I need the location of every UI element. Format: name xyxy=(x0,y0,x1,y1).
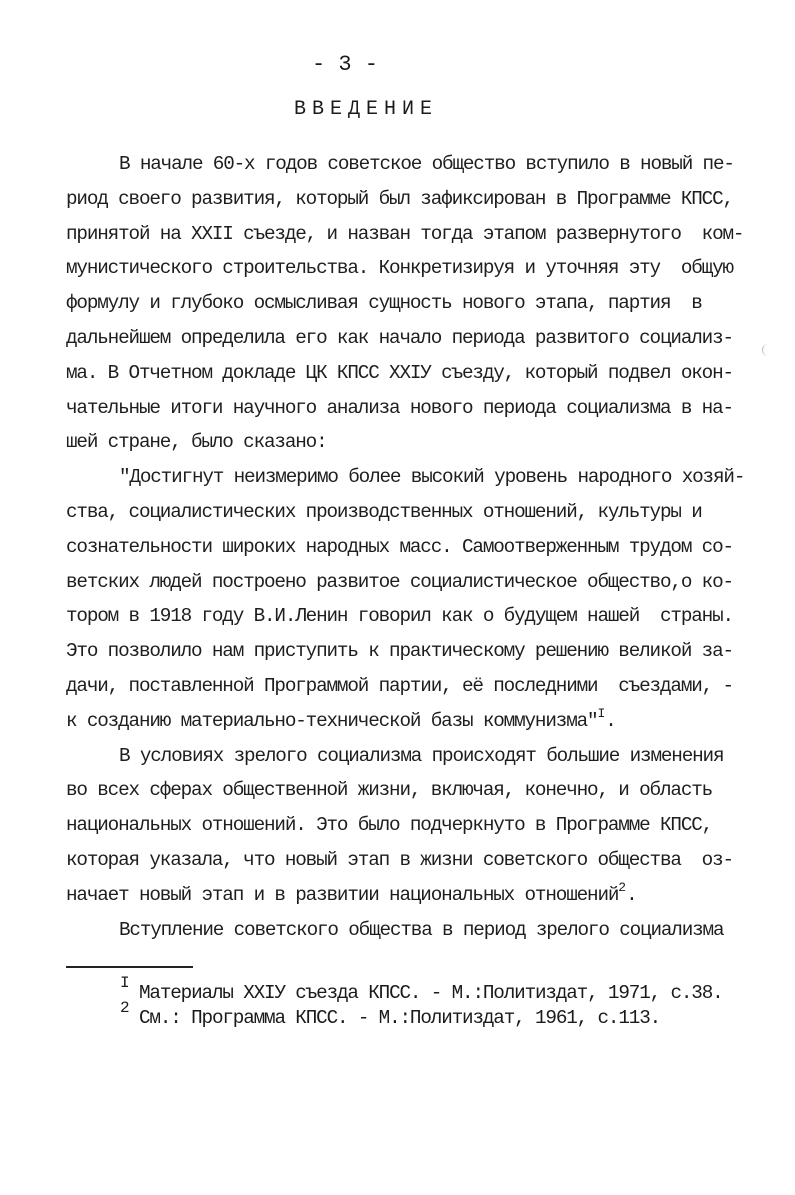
text-line: В условиях зрелого социализма происходят большие изменения xyxy=(119,745,724,767)
text-line: "Достигнут неизмеримо более высокий уровень народного хозяй- xyxy=(119,466,745,488)
text-line: ства, социалистических производственных отношений, культуры и xyxy=(66,501,702,523)
page-number: - 3 - xyxy=(311,52,378,77)
text-line: Это позволило нам приступить к практическому решению великой за- xyxy=(66,640,733,662)
footnote-mark: 2 xyxy=(120,999,130,1017)
text-line-with-ref xyxy=(66,706,616,735)
footnote-text: Материалы XXIУ съезда КПСС. - М.:Политиздат, 1971, с.38. xyxy=(139,982,723,1004)
punctuation: . xyxy=(626,884,637,906)
text-line: ветских людей построено развитое социалистическое общество,о ко- xyxy=(66,571,733,593)
text-line: тором в 1918 году В.И.Ленин говорил как о будущем нашей страны. xyxy=(66,605,733,627)
text-line: Вступление советского общества в период зрелого социализма xyxy=(119,919,724,941)
text-line: начает новый этап и в развитии национальных отношений xyxy=(66,884,619,906)
text-line-with-ref xyxy=(66,880,637,909)
footnote-ref: 2 xyxy=(618,880,627,895)
text-line: принятой на XXII съезде, и назван тогда этапом развернутого ком- xyxy=(66,223,744,245)
text-line: которая указала, что новый этап в жизни советского общества оз- xyxy=(66,849,733,871)
text-line: дачи, поставленной Программой партии, её последними съездами, - xyxy=(66,675,733,697)
text-line: формулу и глубоко осмысливая сущность нового этапа, партия в xyxy=(66,292,702,314)
footnote-text: См.: Программа КПСС. - М.:Политиздат, 1961, с.113. xyxy=(139,1007,661,1029)
footnote-separator xyxy=(66,966,193,968)
text-line: дальнейшем определила его как начало периода развитого социализ- xyxy=(66,327,733,349)
section-title: ВВЕДЕНИЕ xyxy=(293,98,438,121)
text-line: национальных отношений. Это было подчеркнуто в Программе КПСС, xyxy=(66,814,713,836)
footnote-ref: I xyxy=(597,706,606,721)
text-line: риод своего развития, который был зафиксирован в Программе КПСС, xyxy=(66,188,733,210)
text-line: к созданию материально-технической базы коммунизма" xyxy=(66,710,598,732)
text-line: В начале 60-х годов советское общество вступило в новый пе- xyxy=(119,153,734,175)
text-line: сознательности широких народных масс. Самоотверженным трудом со- xyxy=(66,536,733,558)
footnote-mark: I xyxy=(120,974,130,992)
text-line: во всех сферах общественной жизни, включая, конечно, и область xyxy=(66,779,713,801)
text-line: мунистического строительства. Конкретизируя и уточняя эту общую xyxy=(66,257,733,279)
punctuation: . xyxy=(605,710,616,732)
text-line: ма. В Отчетном докладе ЦК КПСС XXIУ съезду, который подвел окон- xyxy=(66,362,733,384)
text-line: шей стране, было сказано: xyxy=(66,431,327,453)
margin-mark xyxy=(762,344,769,356)
text-line: чательные итоги научного анализа нового периода социализма в на- xyxy=(66,397,733,419)
